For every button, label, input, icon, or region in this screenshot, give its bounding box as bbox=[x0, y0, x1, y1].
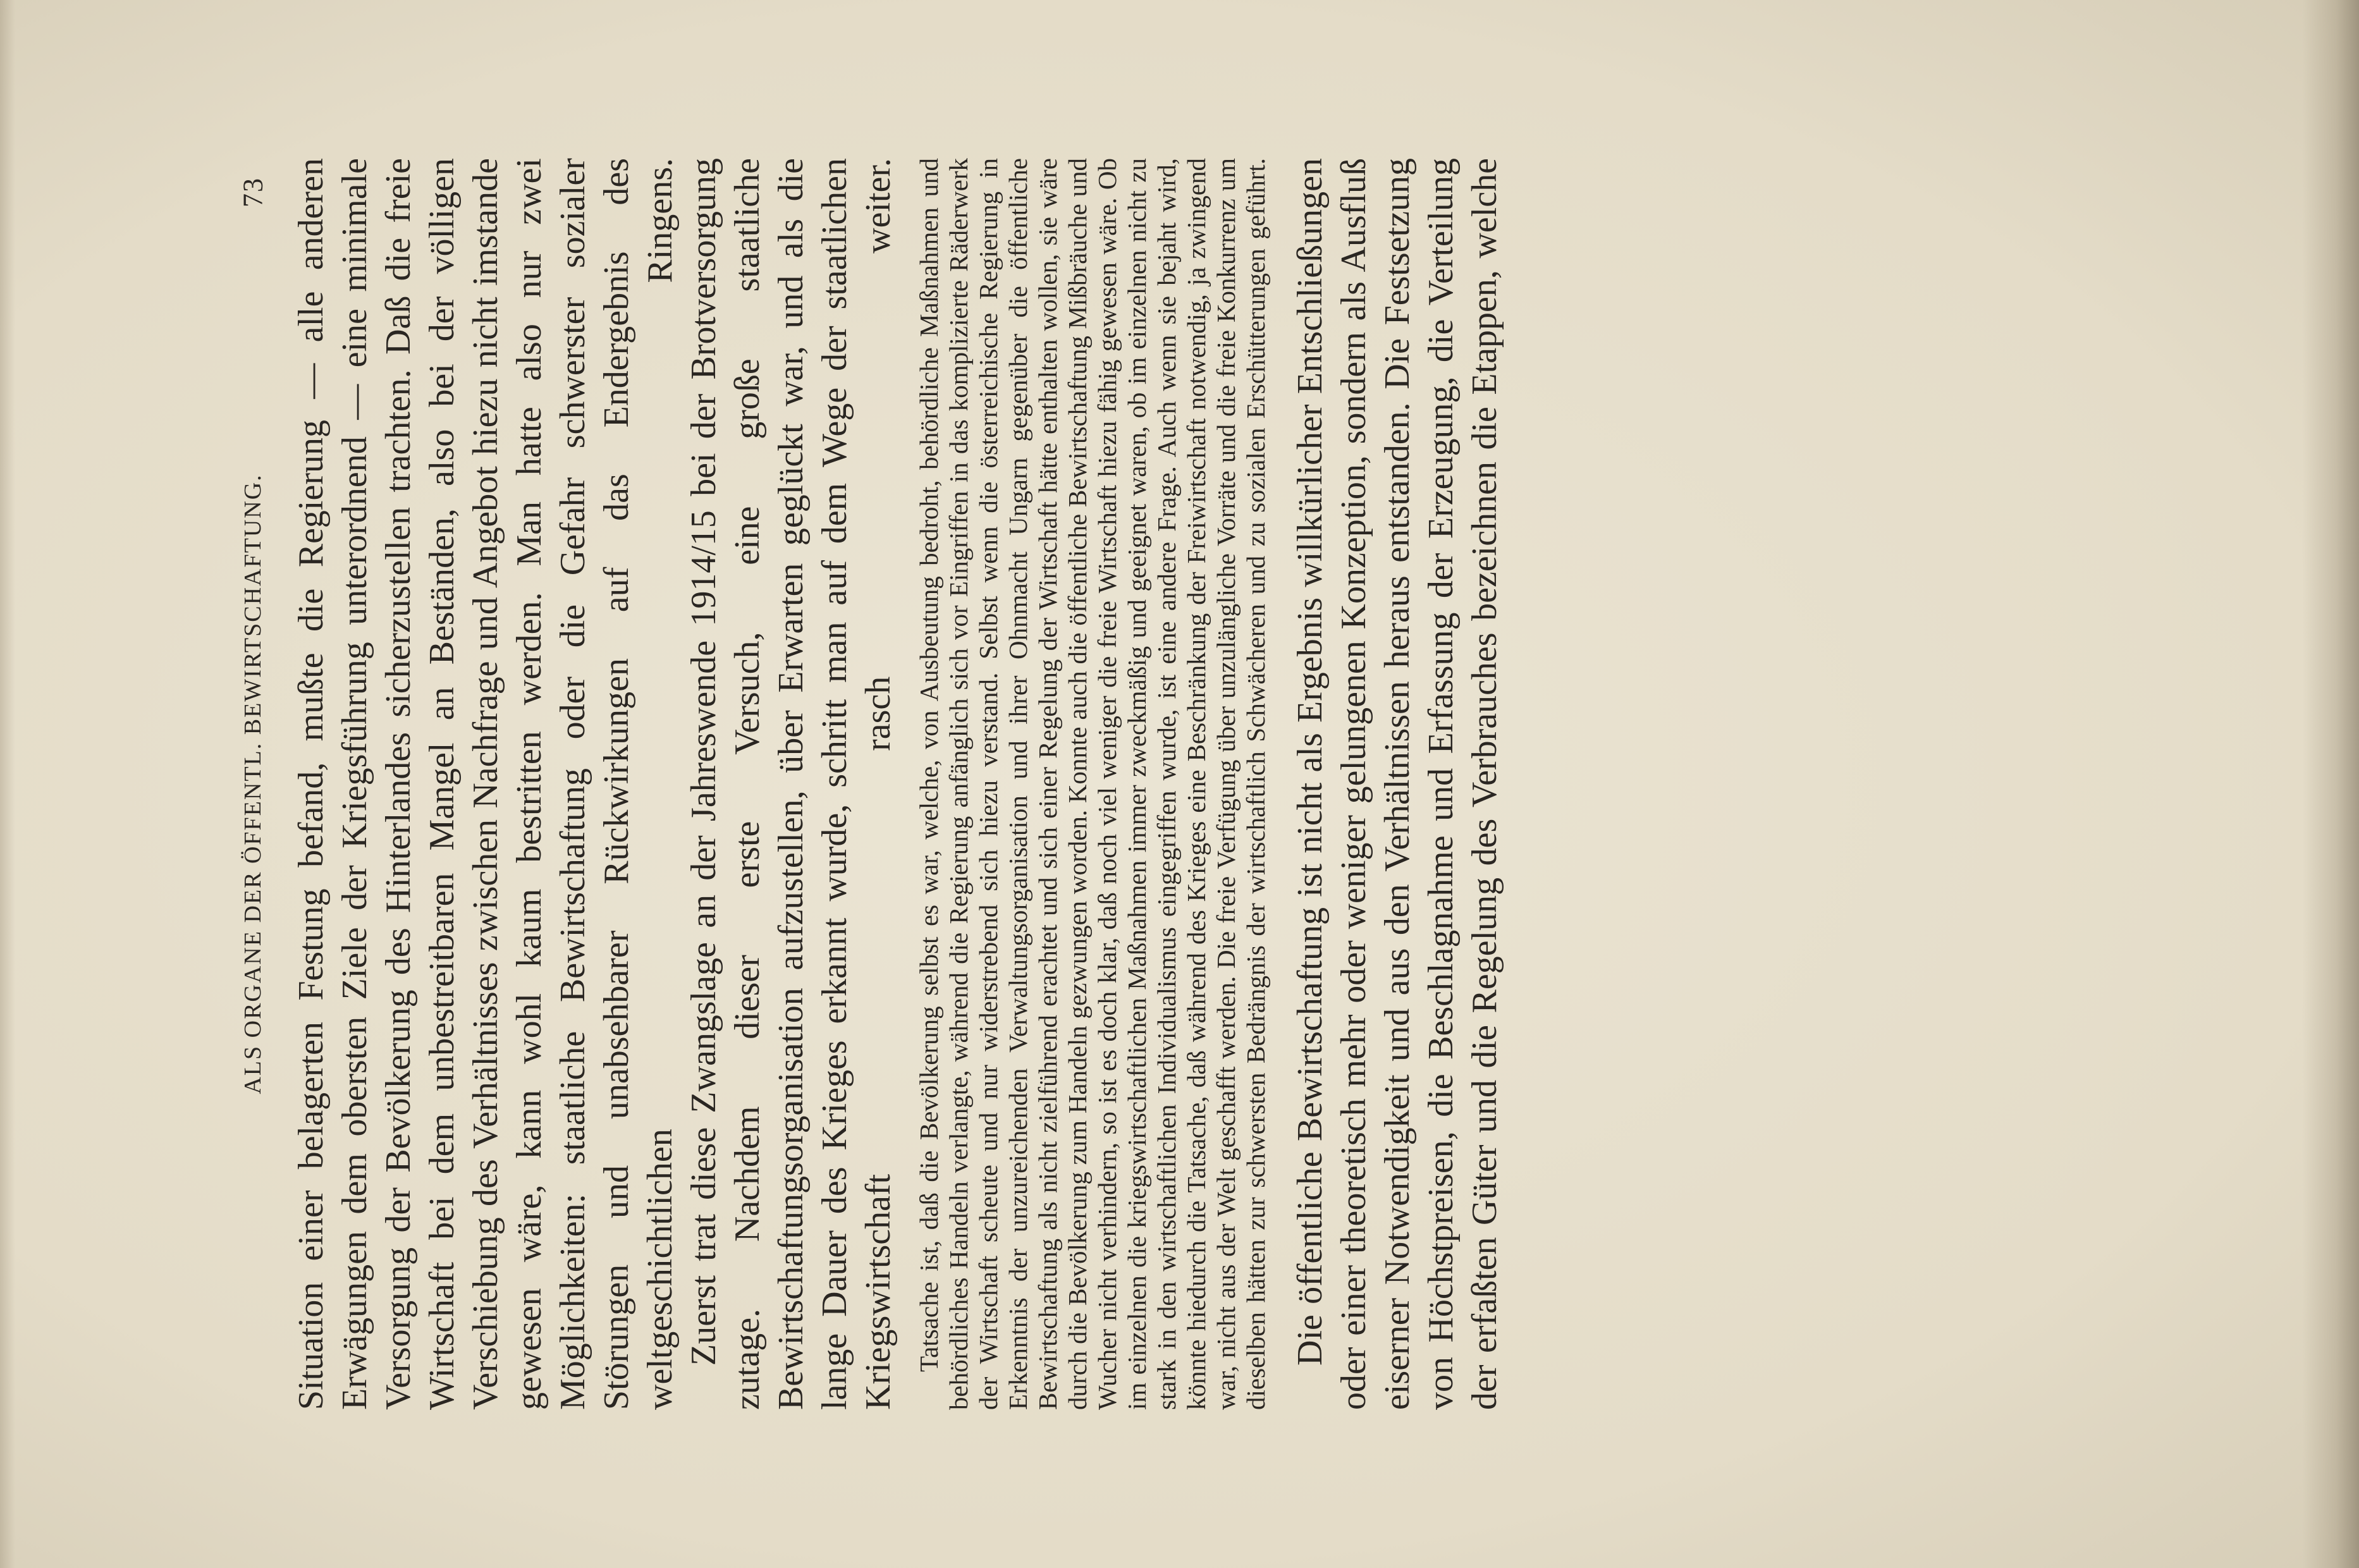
paragraph-bewirtschaftung: Die öffentliche Bewirtschaftung ist nicht als Ergebnis willkürlicher Entschließungen oder einer theoretisch mehr oder weniger gelungenen Konzeption, sondern als Ausfluß eiserner Notwendigkeit und aus den Verhältnissen heraus entstanden. Die Festsetzung von Höchstpreisen, die Beschlagnahme und Erfassung der Erzeugung, die Verteilung der erfaßten Güter und die Regelung des Verbrauches bezeichnen die Etappen, welche bbox=[1290, 158, 1504, 1410]
page-number: 73 bbox=[237, 177, 269, 207]
paragraph-tatsache-note: Tatsache ist, daß die Bevölkerung selbst es war, welche, von Ausbeutung bedroht, behördliche Maßnahmen und behördliches Handeln verlangte, während die Regierung anfänglich sich vor Eingriffen in das komplizierte Räderwerk der Wirtschaft scheute und nur widerstrebend sich hiezu verstand. Selbst wenn die österreichische Regierung in Erkenntnis der unzureichenden Verwaltungsorganisation und ihrer Ohnmacht Ungarn gegenüber die öffentliche Bewirtschaftung als nicht zielführend erachtet und sich einer Regelung der Wirtschaft hätte enthalten wollen, sie wäre durch die Bevölkerung zum Handeln gezwungen worden. Konnte auch die öffentliche Bewirtschaftung Mißbräuche und Wucher nicht verhindern, so ist es doch klar, daß noch viel weniger die freie Wirtschaft hiezu fähig gewesen wäre. Ob im einzelnen die kriegswirtschaftlichen Maßnahmen immer zweckmäßig und geeignet waren, ob im einzelnen nicht zu stark in den wirtschaftlichen Individualismus eingegriffen wurde, ist eine andere Frage. Auch wenn sie bejaht wird, könnte hiedurch die Tatsache, daß während des Krieges eine Beschränkung der Freiwirtschaft notwendig, ja zwingend war, nicht aus der Welt geschafft werden. Die freie Verfügung über unzulängliche Vorräte und die freie Konkurrenz um dieselben hätten zur schwersten Bedrängnis der wirtschaftlich Schwächeren und zu sozialen Erschütterungen geführt. bbox=[914, 158, 1270, 1410]
paragraph-situation: Situation einer belagerten Festung befand, mußte die Regierung — alle anderen Erwägungen dem obersten Ziele der Kriegsführung unterordnend — eine minimale Versorgung der Bevölkerung des Hinterlandes sicherzustellen trachten. Daß die freie Wirtschaft bei dem unbestreitbaren Mangel an Beständen, also bei der völligen Verschiebung des Verhältnisses zwischen Nachfrage und Angebot hiezu nicht imstande gewesen wäre, kann wohl kaum bestritten werden. Man hatte also nur zwei Möglichkeiten: staatliche Bewirtschaftung oder die Gefahr schwerster sozialer Störungen und unabsehbarer Rückwirkungen auf das Endergebnis des weltgeschichtlichen Ringens. bbox=[291, 158, 680, 1410]
rotated-text-block bbox=[228, 158, 2124, 1410]
running-head-title: ALS ORGANE DER ÖFFENTL. BEWIRTSCHAFTUNG. bbox=[240, 474, 266, 1094]
paragraph-zwangslage: Zuerst trat diese Zwangslage an der Jahreswende 1914/15 bei der Brotversorgung zutage. Nachdem dieser erste Versuch, eine große staatliche Bewirtschaftungsorganisation aufzustellen, über Erwarten geglückt war, und als die lange Dauer des Krieges erkannt wurde, schritt man auf dem Wege der staatlichen Kriegswirtschaft rasch weiter. bbox=[684, 158, 898, 1410]
book-gutter-shadow bbox=[2302, 0, 2359, 1568]
page-left-edge-shadow bbox=[0, 0, 15, 1568]
running-head bbox=[228, 158, 278, 1410]
